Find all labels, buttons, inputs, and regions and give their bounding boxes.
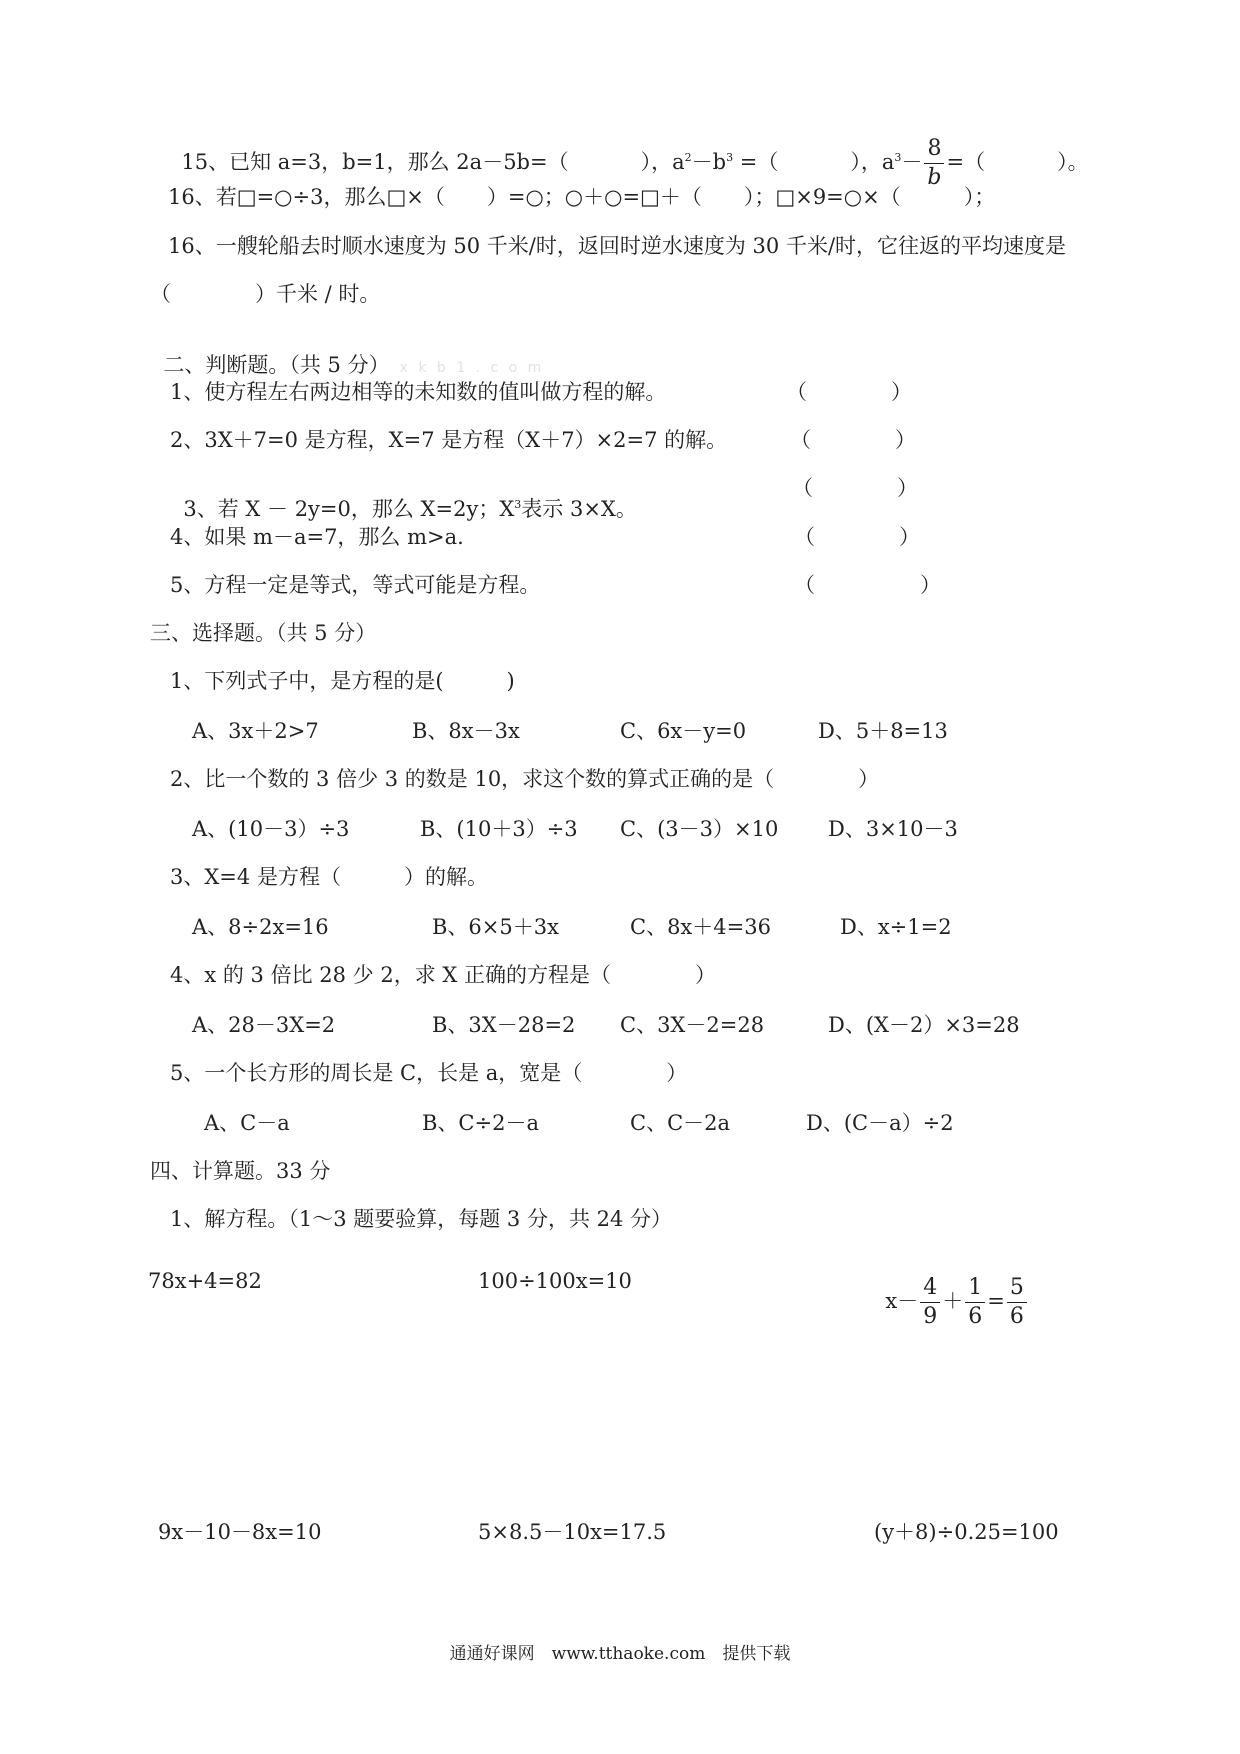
choice-option: C、3X－2=28 <box>620 1013 765 1037</box>
equation: 100÷100x=10 <box>478 1269 632 1293</box>
judge-item: 1、使方程左右两边相等的未知数的值叫做方程的解。 <box>170 380 667 404</box>
choice-option: C、8x＋4=36 <box>630 915 771 939</box>
q15-frac-den: b <box>927 165 942 190</box>
choice-option: A、C－a <box>204 1111 290 1135</box>
choice-stem: 5、一个长方形的周长是 C，长是 a，宽是（ ） <box>170 1061 688 1085</box>
frac-den: 6 <box>1009 1304 1024 1329</box>
eq3-equals: = <box>987 1289 1005 1313</box>
q15-part-b: ），a <box>640 150 685 174</box>
choice-option: D、(C－a）÷2 <box>806 1111 954 1135</box>
choice-option: B、C÷2－a <box>422 1111 539 1135</box>
choice-stem: 1、下列式子中，是方程的是( ) <box>170 669 515 693</box>
choice-stem: 4、x 的 3 倍比 28 少 2，求 X 正确的方程是（ ） <box>170 963 716 987</box>
choice-stem: 2、比一个数的 3 倍少 3 的数是 10，求这个数的算式正确的是（ ） <box>170 767 880 791</box>
choice-option: C、C－2a <box>630 1111 731 1135</box>
choice-option: A、8÷2x=16 <box>192 915 329 939</box>
judge-item: 5、方程一定是等式，等式可能是方程。 <box>170 573 541 597</box>
q15-fraction <box>924 138 944 189</box>
eq3-plus: ＋ <box>942 1289 964 1313</box>
judge-item <box>170 478 637 520</box>
choice-option: A、(10－3）÷3 <box>192 817 350 841</box>
choice-option: B、3X－28=2 <box>432 1013 576 1037</box>
choice-option: D、x÷1=2 <box>840 915 952 939</box>
judge-item-3b: 表示 3×X。 <box>521 497 637 521</box>
choice-option: B、8x－3x <box>412 719 520 743</box>
q15-exp-b: 2 <box>684 151 692 164</box>
choice-option: D、5＋8=13 <box>818 719 948 743</box>
equation: 5×8.5－10x=17.5 <box>478 1520 667 1544</box>
choice-option: D、(X－2）×3=28 <box>828 1013 1020 1037</box>
q15-part-h: ）。 <box>1057 150 1089 174</box>
q15-part-e: ），a <box>850 150 895 174</box>
q15-part-d: =（ <box>733 150 779 174</box>
calc-subtitle: 1、解方程。（1～3 题要验算，每题 3 分，共 24 分） <box>170 1207 673 1231</box>
q15-part-a: 15、已知 a=3，b=1，那么 2a－5b=（ <box>181 150 569 174</box>
q15-part-c: －b <box>691 150 727 174</box>
frac-num: 4 <box>920 1277 940 1303</box>
judge-item-3a: 3、若 X － 2y=0，那么 X=2y；X <box>183 497 515 521</box>
equation: 78x+4=82 <box>148 1269 262 1293</box>
equation: 9x－10－8x=10 <box>158 1520 322 1544</box>
question-15 <box>168 117 1089 189</box>
judge-paren: （ ） <box>792 476 918 500</box>
choice-option: B、(10＋3）÷3 <box>420 817 578 841</box>
section-choice-title: 三、选择题。（共 5 分） <box>150 621 377 645</box>
fraction-1-6 <box>965 1277 985 1328</box>
choice-option: C、(3－3）×10 <box>620 817 779 841</box>
choice-option: D、3×10－3 <box>828 817 958 841</box>
judge-item: 4、如果 m－a=7，那么 m>a. <box>170 525 464 549</box>
choice-stem: 3、X=4 是方程（ ）的解。 <box>170 865 488 889</box>
section-judge-title <box>150 334 544 376</box>
judge-title-text: 二、判断题。（共 5 分） <box>163 353 390 377</box>
section-calc-title: 四、计算题。33 分 <box>150 1159 331 1183</box>
question-16b: 16、一艘轮船去时顺水速度为 50 千米/时，返回时逆水速度为 30 千米/时，它往返的平均速度是 <box>168 234 1067 258</box>
q15-exp-e: 3 <box>894 151 902 164</box>
q15-frac-num: 8 <box>924 138 944 164</box>
choice-option: A、3x＋2>7 <box>192 719 319 743</box>
question-16b-cont: （ ）千米 / 时。 <box>150 282 381 306</box>
frac-den: 9 <box>923 1304 938 1329</box>
choice-option: A、28－3X=2 <box>192 1013 336 1037</box>
judge-paren: （ ） <box>794 525 920 549</box>
fraction-5-6 <box>1007 1277 1027 1328</box>
equation: (y＋8)÷0.25=100 <box>874 1520 1059 1544</box>
eq3-x: x－ <box>885 1289 919 1313</box>
fraction-4-9 <box>920 1277 940 1328</box>
judge-paren: （ ） <box>794 573 941 597</box>
q15-part-g: =（ <box>946 150 986 174</box>
equation-fractions <box>872 1256 1029 1328</box>
choice-option: C、6x－y=0 <box>620 719 747 743</box>
footer-credit: 通通好课网 www.tthaoke.com 提供下载 <box>449 1644 791 1664</box>
choice-option: B、6×5＋3x <box>432 915 559 939</box>
question-16a: 16、若□=○÷3，那么□×（ ）=○；○＋○=□＋（ ）；□×9=○×（ ）； <box>168 185 996 209</box>
judge-item: 2、3X＋7=0 是方程，X=7 是方程（X＋7）×2=7 的解。 <box>170 428 728 452</box>
judge-paren: （ ） <box>786 380 912 404</box>
q15-part-f: － <box>901 150 923 174</box>
watermark: x k b 1 . c o m <box>399 360 545 376</box>
frac-num: 5 <box>1007 1277 1027 1303</box>
judge-paren: （ ） <box>790 428 916 452</box>
frac-num: 1 <box>965 1277 985 1303</box>
q15-exp-c: 3 <box>726 151 734 164</box>
frac-den: 6 <box>968 1304 983 1329</box>
judge-item-3-exp: 3 <box>514 498 522 511</box>
